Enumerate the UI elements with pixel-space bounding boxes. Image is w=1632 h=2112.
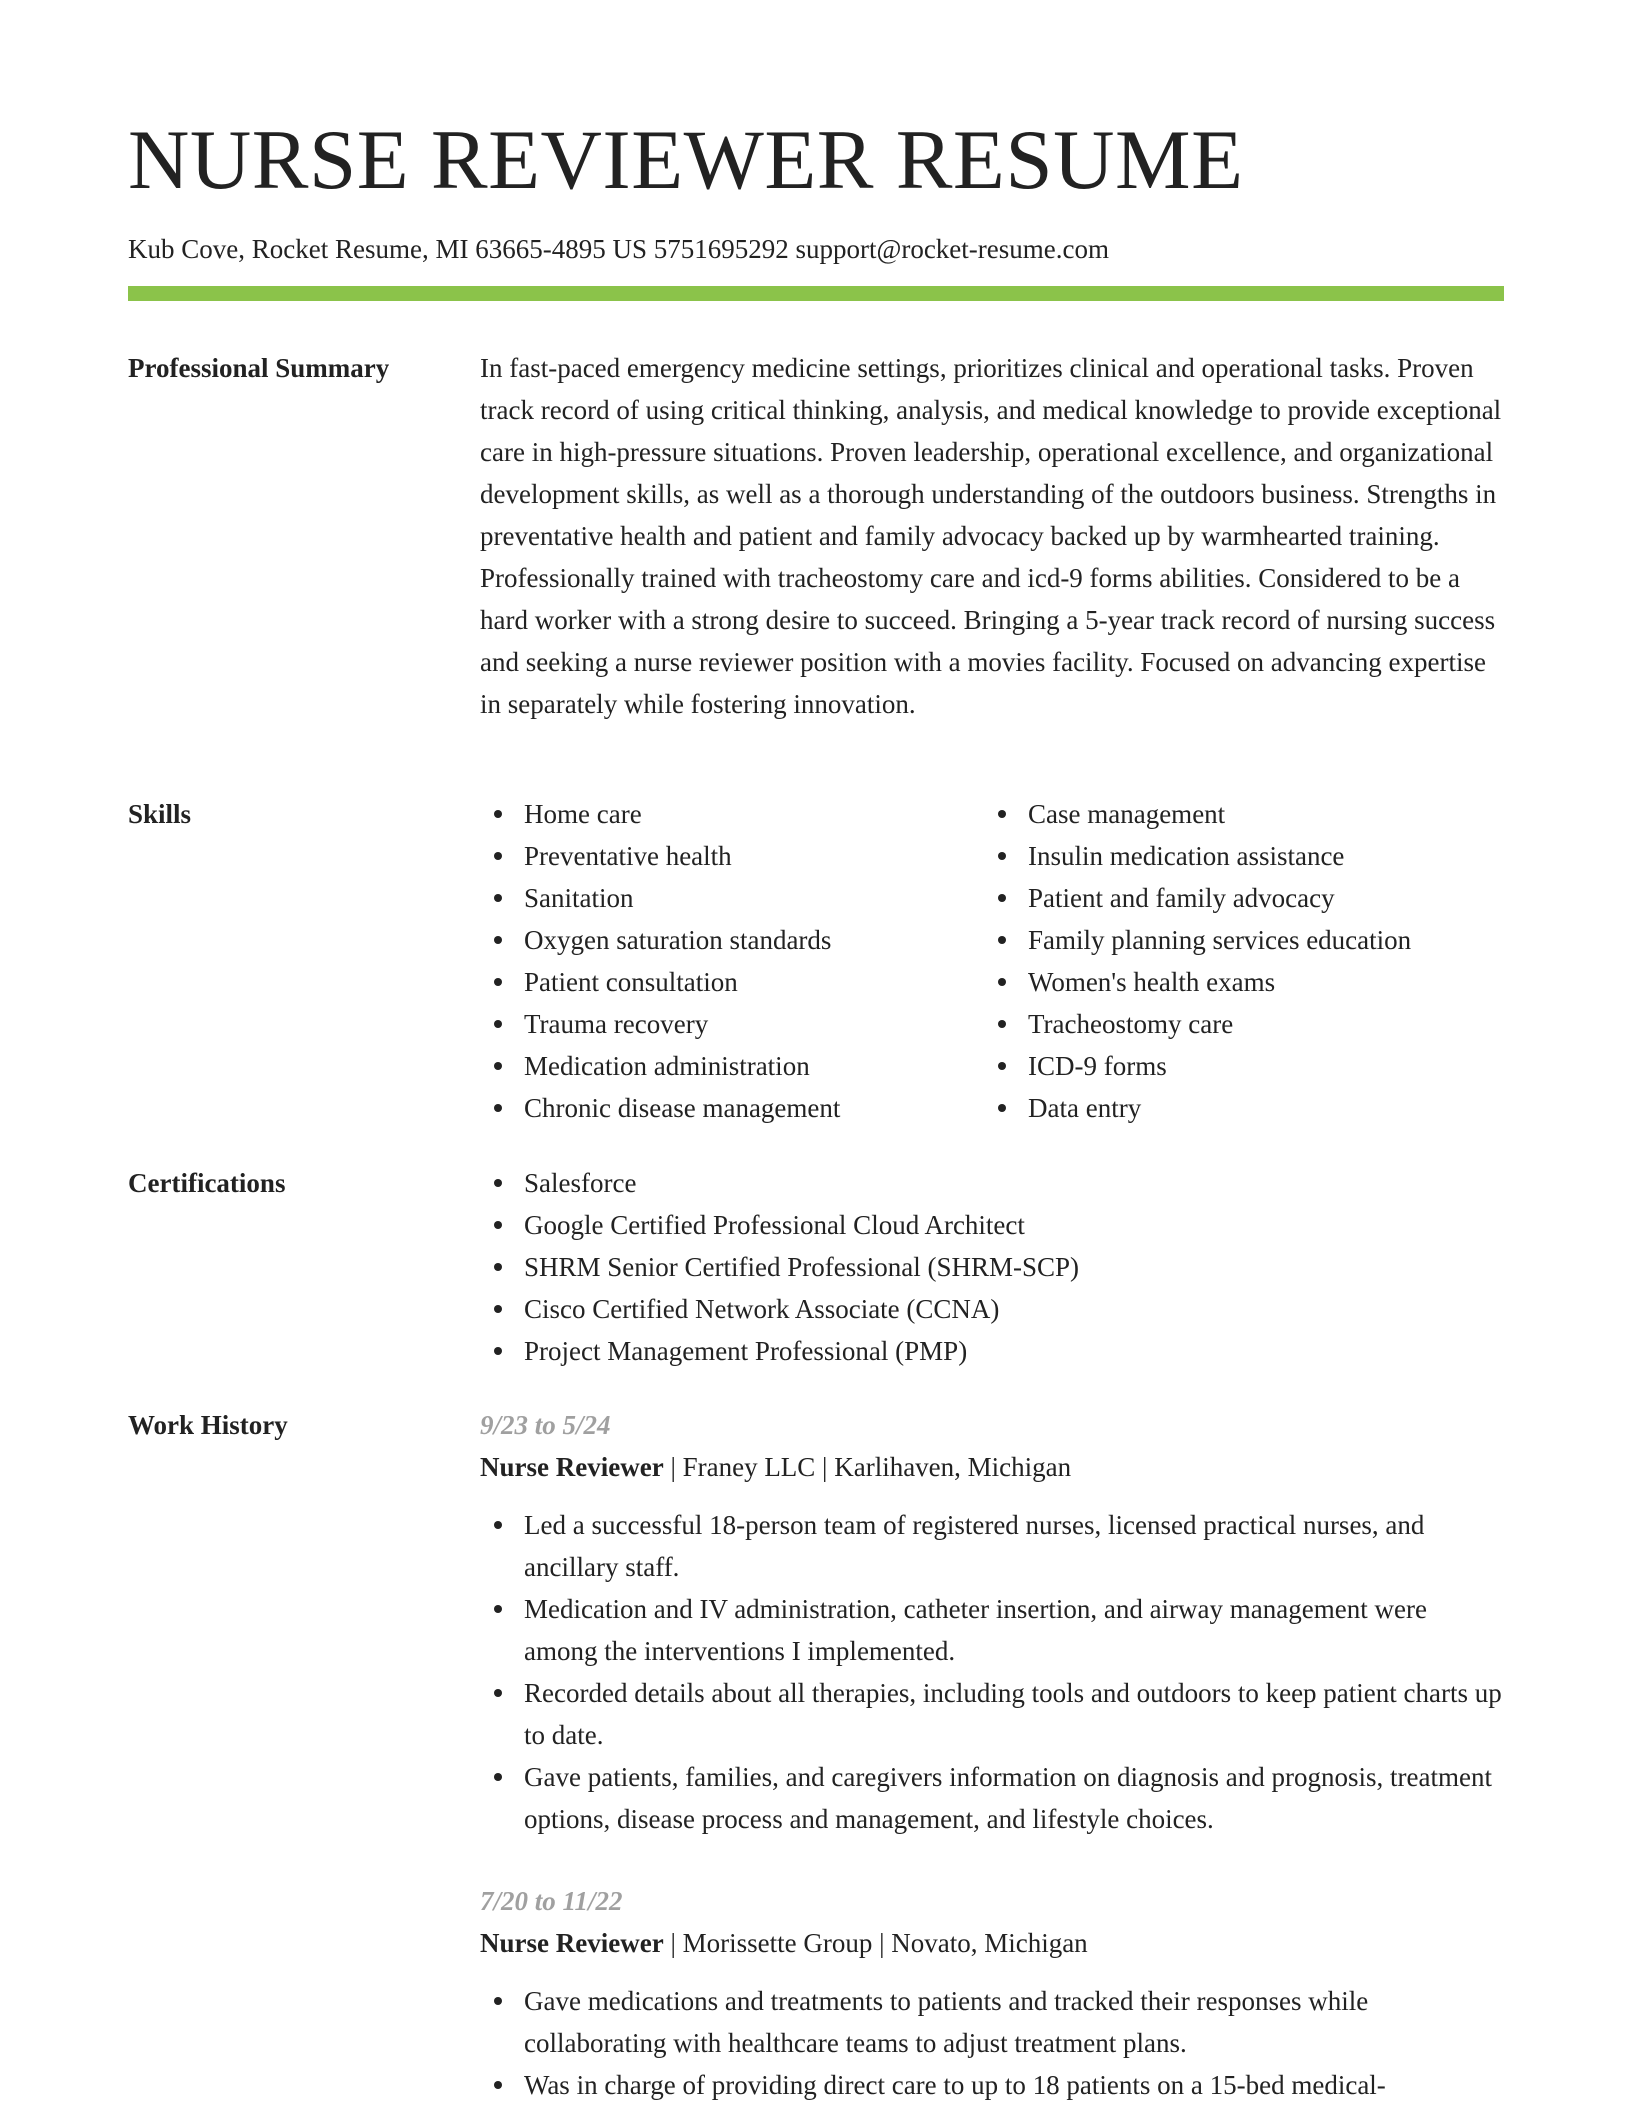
job-bullet: Gave patients, families, and caregivers information on diagnosis and prognosis, treatment options, disease process and management, and lifestyle choices. bbox=[480, 1756, 1504, 1840]
skill-item: Trauma recovery bbox=[480, 1003, 984, 1045]
certifications-body bbox=[480, 1162, 1504, 1372]
section-heading-skills: Skills bbox=[128, 799, 192, 829]
skill-item: Sanitation bbox=[480, 877, 984, 919]
certification-item: Cisco Certified Network Associate (CCNA) bbox=[480, 1288, 1504, 1330]
job-bullet: Medication and IV administration, catheter insertion, and airway management were among the interventions I implemented. bbox=[480, 1588, 1504, 1672]
certification-item: Salesforce bbox=[480, 1162, 1504, 1204]
skill-item: Insulin medication assistance bbox=[984, 835, 1488, 877]
job-title-line bbox=[480, 1922, 1504, 1964]
job-dates: 9/23 to 5/24 bbox=[480, 1410, 611, 1440]
job-dates: 7/20 to 11/22 bbox=[480, 1886, 623, 1916]
job-bullet: Recorded details about all therapies, including tools and outdoors to keep patient charts up to date. bbox=[480, 1672, 1504, 1756]
job-bullet: Was in charge of providing direct care to up to 18 patients on a 15-bed medical- bbox=[480, 2064, 1504, 2106]
skills-list-right bbox=[984, 793, 1488, 1129]
skill-item: Patient and family advocacy bbox=[984, 877, 1488, 919]
skill-item: ICD-9 forms bbox=[984, 1045, 1488, 1087]
certification-item: Google Certified Professional Cloud Architect bbox=[480, 1204, 1504, 1246]
job-bullets bbox=[480, 1980, 1504, 2106]
job-role: Nurse Reviewer bbox=[480, 1452, 664, 1482]
summary-text: In fast-paced emergency medicine settings, prioritizes clinical and operational tasks. Proven track record of using critical thinking, analysis, and medical knowledge to provide exceptional care in high-pressure situations. Proven leadership, operational excellence, and organizational development skills, as well as a thorough understanding of the outdoors business. Strengths in preventative health and patient and family advocacy backed up by warmhearted training. Professionally trained with tracheostomy care and icd-9 forms abilities. Considered to be a hard worker with a strong desire to succeed. Bringing a 5-year track record of nursing success and seeking a nurse reviewer position with a movies facility. Focused on advancing expertise in separately while fostering innovation. bbox=[480, 353, 1502, 719]
job-role: Nurse Reviewer bbox=[480, 1928, 664, 1958]
job-title-line bbox=[480, 1446, 1504, 1488]
skill-item: Patient consultation bbox=[480, 961, 984, 1003]
skills-list-left bbox=[480, 793, 984, 1129]
job-entry bbox=[480, 1880, 1504, 2106]
skill-item: Tracheostomy care bbox=[984, 1003, 1488, 1045]
job-entry bbox=[480, 1404, 1504, 1840]
section-heading-certifications: Certifications bbox=[128, 1168, 286, 1198]
skills-columns bbox=[480, 793, 1504, 1129]
job-company-location: | Morissette Group | Novato, Michigan bbox=[663, 1928, 1088, 1958]
skill-item: Chronic disease management bbox=[480, 1087, 984, 1129]
section-heading-work-history: Work History bbox=[128, 1410, 288, 1440]
skill-item: Medication administration bbox=[480, 1045, 984, 1087]
certification-item: SHRM Senior Certified Professional (SHRM-SCP) bbox=[480, 1246, 1504, 1288]
job-bullets bbox=[480, 1504, 1504, 1840]
job-company-location: | Franey LLC | Karlihaven, Michigan bbox=[663, 1452, 1072, 1482]
certifications-list bbox=[480, 1162, 1504, 1372]
skill-item: Home care bbox=[480, 793, 984, 835]
skill-item: Women's health exams bbox=[984, 961, 1488, 1003]
skill-item: Family planning services education bbox=[984, 919, 1488, 961]
skill-item: Oxygen saturation standards bbox=[480, 919, 984, 961]
resume-title: NURSE REVIEWER RESUME bbox=[128, 113, 1244, 207]
job-bullet: Gave medications and treatments to patients and tracked their responses while collaborating with healthcare teams to adjust treatment plans. bbox=[480, 1980, 1504, 2064]
work-history-body bbox=[480, 1404, 1504, 2106]
skill-item: Case management bbox=[984, 793, 1488, 835]
job-bullet: Led a successful 18-person team of registered nurses, licensed practical nurses, and ancillary staff. bbox=[480, 1504, 1504, 1588]
section-heading-summary: Professional Summary bbox=[128, 353, 390, 383]
accent-divider bbox=[128, 286, 1504, 301]
contact-line: Kub Cove, Rocket Resume, MI 63665-4895 US 5751695292 support@rocket-resume.com bbox=[128, 234, 1109, 264]
skills-body bbox=[480, 793, 1504, 1129]
skill-item: Preventative health bbox=[480, 835, 984, 877]
certification-item: Project Management Professional (PMP) bbox=[480, 1330, 1504, 1372]
skill-item: Data entry bbox=[984, 1087, 1488, 1129]
summary-body bbox=[480, 347, 1504, 725]
